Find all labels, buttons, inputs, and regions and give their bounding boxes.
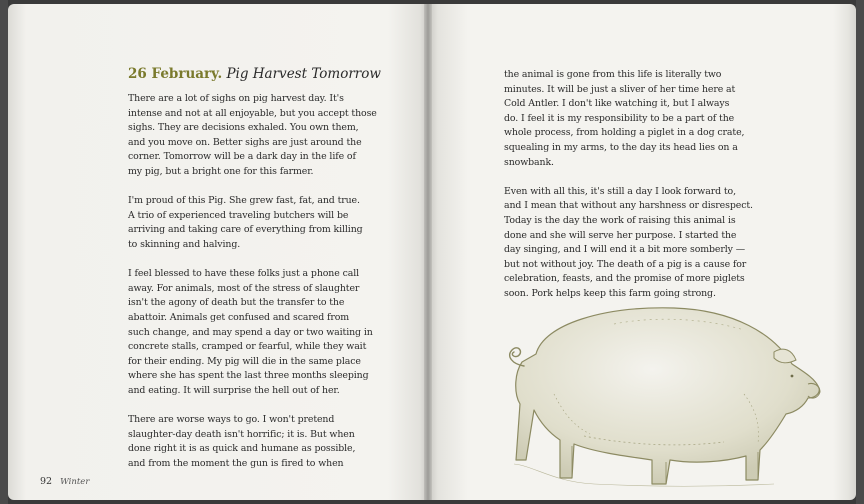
text-line: snowbank. (504, 156, 554, 168)
entry-title: Pig Harvest Tomorrow (226, 66, 381, 82)
ground-sketch (514, 464, 774, 486)
text-line: celebration, feasts, and the promise of more piglets (504, 273, 745, 285)
paragraph (504, 185, 754, 302)
paragraph (504, 68, 754, 170)
text-line: There are worse ways to go. I won't pretend (128, 414, 335, 426)
text-line: sighs. They are decisions exhaled. You own them, (128, 122, 359, 134)
paragraph (128, 413, 378, 471)
text-line: do. I feel it is my responsibility to be a part of the (504, 112, 735, 124)
entry-date: 26 February. (128, 66, 223, 82)
text-line: intense and not at all enjoyable, but you accept those (128, 107, 377, 119)
paragraph (128, 194, 378, 252)
text-line: soon. Pork helps keep this farm going strong. (504, 287, 716, 299)
text-line: There are a lot of sighs on pig harvest day. It's (128, 93, 344, 104)
text-line: and eating. It will surprise the hell out of her. (128, 384, 340, 396)
text-line: for their ending. My pig will die in the same place (128, 355, 361, 367)
text-line: minutes. It will be just a sliver of her time here at (504, 83, 736, 95)
text-line: away. For animals, most of the stress of slaughter (128, 282, 360, 294)
text-line: Even with all this, it's still a day I look forward to, (504, 185, 736, 197)
text-line: such change, and may spend a day or two waiting in (128, 326, 373, 338)
text-line: and you move on. Better sighs are just around the (128, 136, 362, 148)
book-edge-right (856, 0, 864, 504)
left-body-text (128, 92, 378, 486)
text-line: day singing, and I will end it a bit more somberly — (504, 244, 746, 256)
text-line: Cold Antler. I don't like watching it, but I always (504, 98, 730, 110)
pig-ear (774, 349, 796, 363)
right-page (428, 4, 856, 500)
pig-sketch-icon (474, 294, 834, 494)
text-line: isn't the agony of death but the transfer to the (128, 297, 345, 309)
text-line: slaughter-day death isn't horrific; it is. But when (128, 428, 355, 440)
left-page (8, 4, 428, 500)
right-body-text (504, 68, 754, 316)
paragraph (128, 92, 378, 180)
text-line: and I mean that without any harshness or disrespect. (504, 200, 753, 212)
text-line: where she has spent the last three months sleeping (128, 370, 369, 382)
text-line: Today is the day the work of raising this animal is (504, 214, 736, 226)
text-line: done and she will serve her purpose. I started the (504, 229, 737, 241)
text-line: to skinning and halving. (128, 238, 241, 250)
text-line: I feel blessed to have these folks just a phone call (128, 268, 360, 280)
page-folio (40, 476, 89, 487)
pig-eye (791, 375, 794, 378)
book-gutter (424, 4, 432, 500)
text-line: whole process, from holding a piglet in a dog crate, (504, 127, 745, 139)
paragraph (128, 267, 378, 398)
text-line: concrete stalls, cramped or fearful, while they wait (128, 341, 367, 353)
text-line: arriving and taking care of everything from killing (128, 224, 363, 236)
text-line: my pig, but a bright one for this farmer. (128, 165, 314, 177)
text-line: corner. Tomorrow will be a dark day in the life of (128, 151, 356, 163)
section-name: Winter (60, 477, 90, 487)
text-line: but not without joy. The death of a pig is a cause for (504, 258, 747, 270)
pig-body (516, 308, 820, 484)
text-line: squealing in my arms, to the day its head lies on a (504, 141, 738, 153)
entry-heading (128, 66, 381, 82)
text-line: I'm proud of this Pig. She grew fast, fat, and true. (128, 195, 360, 207)
page-number: 92 (40, 476, 53, 487)
text-line: A trio of experienced traveling butchers will be (128, 209, 349, 221)
text-line: abattoir. Animals get confused and scared from (128, 311, 350, 323)
text-line: and from the moment the gun is fired to when (128, 457, 344, 469)
text-line: done right it is as quick and humane as possible, (128, 443, 356, 455)
book-edge-left (0, 0, 8, 504)
text-line: the animal is gone from this life is literally two (504, 69, 722, 80)
